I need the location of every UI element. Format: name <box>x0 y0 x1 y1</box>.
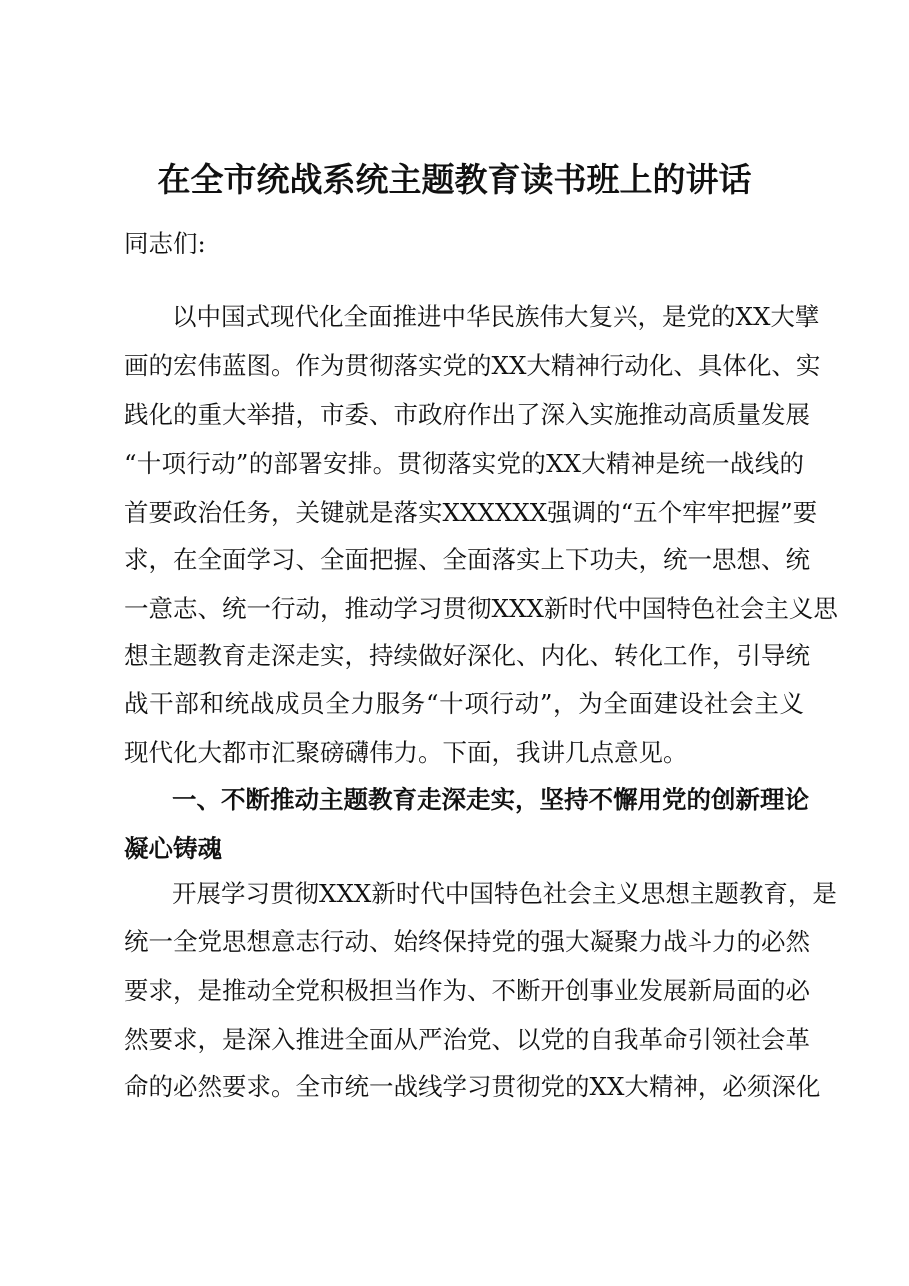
salutation: 同志们: <box>124 229 206 258</box>
paragraph-line: 现代化大都市汇聚磅礴伟力。下面，我讲几点意见。 <box>124 738 688 767</box>
paragraph-line: 想主题教育走深走实，持续做好深化、内化、转化工作，引导统 <box>124 641 810 670</box>
paragraph-line: 命的必然要求。全市统一战线学习贯彻党的XX大精神，必须深化 <box>124 1072 821 1101</box>
paragraph-line: 要求，是推动全党积极担当作为、不断开创事业发展新局面的必 <box>124 976 810 1005</box>
paragraph-line: 统一全党思想意志行动、始终保持党的强大凝聚力战斗力的必然 <box>124 927 810 956</box>
paragraph-line: 一意志、统一行动，推动学习贯彻XXX新时代中国特色社会主义思 <box>124 594 838 623</box>
paragraph-line: 开展学习贯彻XXX新时代中国特色社会主义思想主题教育，是 <box>172 879 837 908</box>
paragraph-line: 然要求，是深入推进全面从严治党、以党的自我革命引领社会革 <box>124 1025 810 1054</box>
paragraph-line: 画的宏伟蓝图。作为贯彻落实党的XX大精神行动化、具体化、实 <box>124 351 821 380</box>
paragraph-line: 首要政治任务，关键就是落实XXXXXX强调的“五个牢牢把握”要 <box>124 498 818 527</box>
section-heading: 一、不断推动主题教育走深走实，坚持不懈用党的创新理论 <box>172 785 809 814</box>
paragraph-line: 战干部和统战成员全力服务“十项行动”，为全面建设社会主义 <box>124 689 804 718</box>
paragraph-line: 践化的重大举措，市委、市政府作出了深入实施推动高质量发展 <box>124 400 810 429</box>
paragraph-line: 求，在全面学习、全面把握、全面落实上下功夫，统一思想、统 <box>124 545 810 574</box>
paragraph-line: 以中国式现代化全面推进中华民族伟大复兴，是党的XX大擘 <box>172 302 820 331</box>
document-title: 在全市统战系统主题教育读书班上的讲话 <box>157 160 752 199</box>
section-heading: 凝心铸魂 <box>124 834 222 863</box>
paragraph-line: “十项行动”的部署安排。贯彻落实党的XX大精神是统一战线的 <box>124 449 804 478</box>
